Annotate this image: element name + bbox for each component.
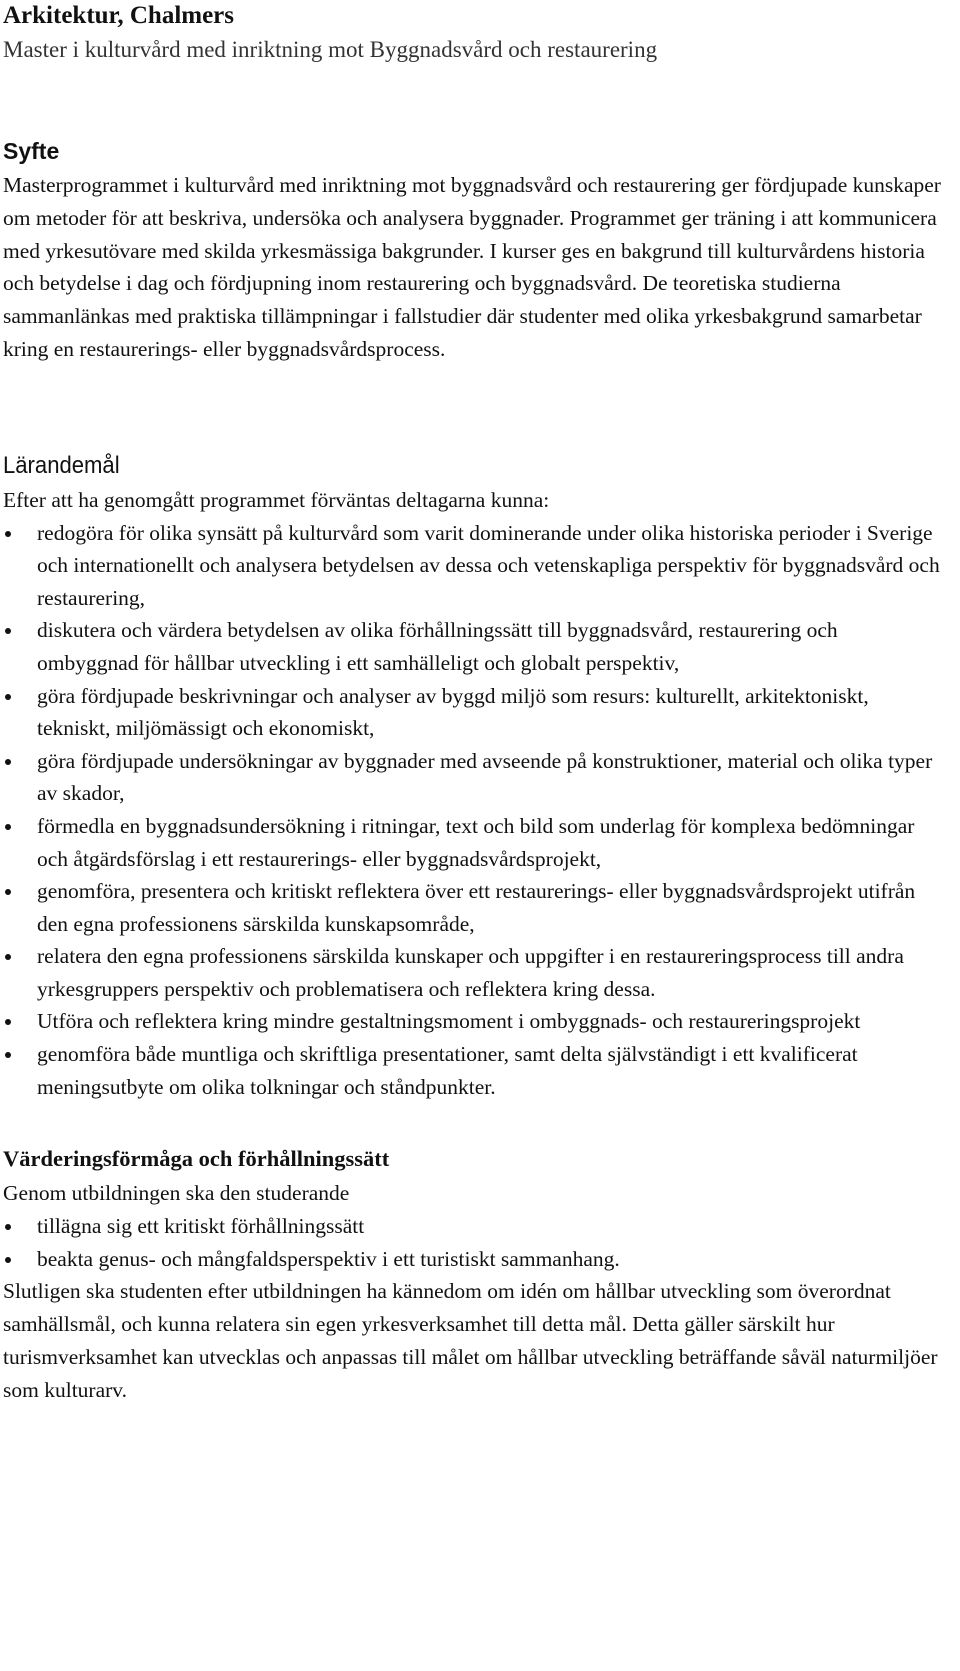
list-item-text: redogöra för olika synsätt på kulturvård som varit dominerande under olika historiska perioder i Sverige och internationellt och analysera betydelsen av dessa och vetenskapliga perspektiv för byggnadsvård och restaurering, (37, 520, 940, 610)
list-item (3, 1005, 942, 1038)
list-item (3, 517, 942, 615)
list-item (3, 1210, 942, 1243)
bullet-icon (5, 759, 11, 765)
list-item-text: göra fördjupade beskrivningar och analyser av byggd miljö som resurs: kulturellt, arkitektoniskt, tekniskt, miljömässigt och ekonomiskt, (37, 683, 869, 741)
vardering-intro: Genom utbildningen ska den studerande (3, 1181, 350, 1206)
list-item-text: göra fördjupade undersökningar av byggnader med avseende på konstruktioner, material och olika typer av skador, (37, 748, 933, 806)
larandemal-section (3, 450, 942, 1103)
list-item-text: relatera den egna professionens särskilda kunskaper och uppgifter i en restaureringsprocess till andra yrkesgruppers perspektiv och problematisera och reflektera kring dessa. (37, 944, 904, 1001)
document-title: Arkitektur, Chalmers (3, 2, 235, 29)
list-item (3, 680, 942, 745)
bullet-icon (5, 954, 11, 960)
list-item-text: förmedla en byggnadsundersökning i ritningar, text och bild som underlag för komplexa bedömningar och åtgärdsförslag i ett restaurerings- eller byggnadsvårdsprojekt, (37, 813, 915, 871)
vardering-list (3, 1210, 942, 1275)
list-item-text: diskutera och värdera betydelsen av olika förhållningssätt till byggnadsvård, restaurering och ombyggnad för hållbar utveckling i ett samhälleligt och globalt perspektiv, (37, 618, 838, 675)
larandemal-heading: Lärandemål (3, 451, 120, 479)
bullet-icon (5, 1224, 11, 1230)
bullet-icon (5, 1257, 11, 1263)
bullet-icon (5, 889, 11, 895)
bullet-icon (5, 1019, 11, 1025)
list-item-text: beakta genus- och mångfaldsperspektiv i ett turistiskt sammanhang. (37, 1246, 620, 1271)
list-item (3, 1243, 942, 1276)
bullet-icon (5, 824, 11, 830)
bullet-icon (5, 1052, 11, 1058)
bullet-icon (5, 531, 11, 537)
vardering-closing: Slutligen ska studenten efter utbildningen ha kännedom om idén om hållbar utveckling som överordnat samhällsmål, och kunna relatera sin egen yrkesverksamhet till detta mål. Detta gäller särskilt hur turismverksamhet kan utvecklas och anpassas till målet om hållbar utveckling beträffande såväl naturmiljöer som kulturarv. (3, 1279, 938, 1402)
list-item (3, 940, 942, 1005)
list-item-text: Utföra och reflektera kring mindre gestaltningsmoment i ombyggnads- och restaureringsprojekt (37, 1009, 861, 1034)
syfte-section (3, 135, 942, 366)
list-item (3, 875, 942, 940)
vardering-section (3, 1143, 942, 1406)
list-item (3, 810, 942, 875)
document-subtitle: Master i kulturvård med inriktning mot Byggnadsvård och restaurering (3, 37, 658, 62)
larandemal-list (3, 517, 942, 1104)
bullet-icon (5, 628, 11, 634)
list-item-text: genomföra, presentera och kritiskt reflektera över ett restaurerings- eller byggnadsvårdsprojekt utifrån den egna professionens särskilda kunskapsområde, (37, 879, 916, 936)
list-item (3, 614, 942, 679)
vardering-heading: Värderingsförmåga och förhållningssätt (3, 1146, 390, 1172)
list-item-text: tillägna sig ett kritiskt förhållningssätt (37, 1214, 365, 1239)
list-item (3, 1038, 942, 1103)
syfte-body: Masterprogrammet i kulturvård med inriktning mot byggnadsvård och restaurering ger fördjupade kunskaper om metoder för att beskriva, undersöka och analysera byggnader. Programmet ger träning i att kommunicera med yrkesutövare med skilda yrkesmässiga bakgrunder. I kurser ges en bakgrund till kulturvårdens historia och betydelse i dag och fördjupning inom restaurering och byggnadsvård. De teoretiska studierna sammanlänkas med praktiska tillämpningar i fallstudier där studenter med olika yrkesbakgrund samarbetar kring en restaurerings- eller byggnadsvårdsprocess. (3, 173, 941, 361)
syfte-heading: Syfte (3, 138, 60, 164)
list-item (3, 745, 942, 810)
larandemal-intro: Efter att ha genomgått programmet förväntas deltagarna kunna: (3, 487, 550, 512)
list-item-text: genomföra både muntliga och skriftliga presentationer, samt delta självständigt i ett kvalificerat meningsutbyte om olika tolkningar och ståndpunkter. (37, 1042, 858, 1099)
bullet-icon (5, 694, 11, 700)
